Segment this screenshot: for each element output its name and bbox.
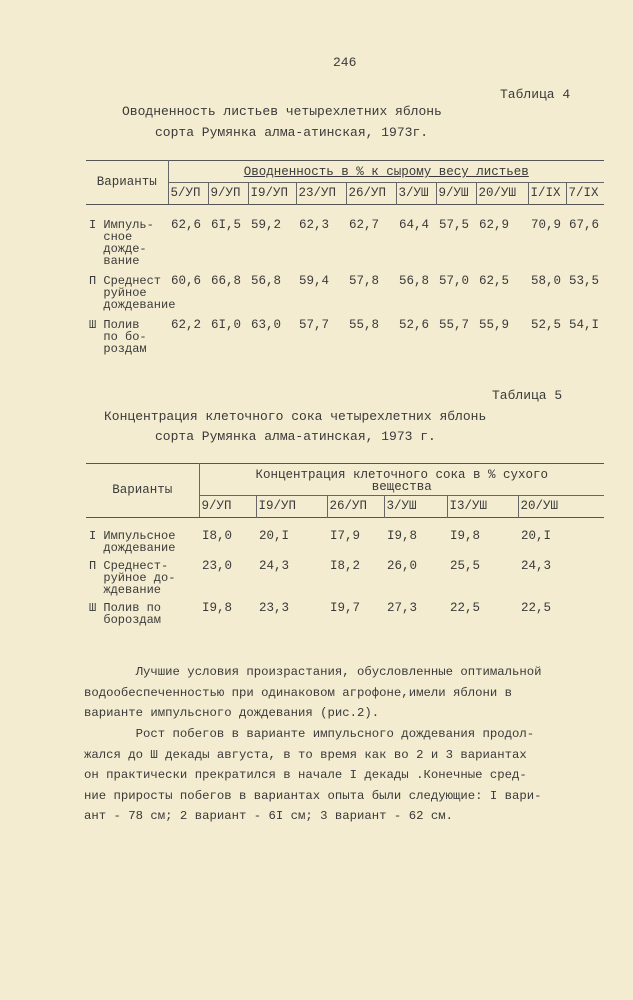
table-cell: 26,0 bbox=[387, 559, 418, 573]
column-header: I9/УП bbox=[256, 496, 327, 518]
table-cell: 64,4 bbox=[399, 218, 430, 232]
table-cell: 58,0 bbox=[531, 274, 562, 288]
variants-header: Варианты bbox=[86, 464, 199, 518]
table-row bbox=[86, 311, 604, 355]
column-header: 3/УШ bbox=[384, 496, 447, 518]
table-cell: 52,6 bbox=[399, 318, 430, 332]
table-cell: 55,8 bbox=[349, 318, 380, 332]
table-cell: 70,9 bbox=[531, 218, 562, 232]
group-header: Оводненность в % к сырому весу листьев bbox=[168, 161, 604, 183]
table-cell: 62,5 bbox=[479, 274, 510, 288]
table-row bbox=[86, 554, 604, 596]
table-cell: 62,9 bbox=[479, 218, 510, 232]
variant-name: П Среднест- руйное до- ждевание bbox=[89, 559, 176, 597]
table-cell: 62,6 bbox=[171, 218, 202, 232]
table4 bbox=[86, 160, 604, 355]
table-cell: 54,I bbox=[569, 318, 600, 332]
table-cell: 20,I bbox=[521, 529, 552, 543]
column-header: 26/УП bbox=[346, 183, 396, 205]
table4-title-line1: Оводненность листьев четырехлетних яблонь bbox=[122, 104, 442, 119]
table-cell: 62,2 bbox=[171, 318, 202, 332]
table-cell: 53,5 bbox=[569, 274, 600, 288]
table-cell: 57,0 bbox=[439, 274, 470, 288]
table-cell: 52,5 bbox=[531, 318, 562, 332]
table-cell: I9,8 bbox=[387, 529, 418, 543]
column-header: 3/УШ bbox=[396, 183, 436, 205]
table-cell: 66,8 bbox=[211, 274, 242, 288]
table-cell: 6I,0 bbox=[211, 318, 242, 332]
variant-name: I Импульсное дождевание bbox=[89, 529, 176, 555]
variant-name: I Импуль- сное дожде- вание bbox=[89, 218, 154, 268]
table-row bbox=[86, 267, 604, 311]
table-cell: 22,5 bbox=[521, 601, 552, 615]
table-cell: 6I,5 bbox=[211, 218, 242, 232]
column-header: 20/УШ bbox=[476, 183, 528, 205]
table-cell: 27,3 bbox=[387, 601, 418, 615]
table-cell: 23,0 bbox=[202, 559, 233, 573]
table-cell: 22,5 bbox=[450, 601, 481, 615]
column-header: 9/УШ bbox=[436, 183, 476, 205]
table-cell: I7,9 bbox=[330, 529, 361, 543]
table-cell: 24,3 bbox=[521, 559, 552, 573]
table-cell: 59,4 bbox=[299, 274, 330, 288]
paragraph-1: Лучшие условия произрастания, обусловленные оптимальной водообеспеченностью при одинаковом агрофоне,имели яблони в варианте импульсного дождевания (рис.2). bbox=[84, 665, 542, 720]
column-header: I/IX bbox=[528, 183, 566, 205]
table-cell: 57,7 bbox=[299, 318, 330, 332]
table4-label: Таблица 4 bbox=[500, 87, 571, 102]
table-cell: 59,2 bbox=[251, 218, 282, 232]
table5-title-line1: Концентрация клеточного сока четырехлетних яблонь bbox=[104, 409, 487, 424]
variant-name: П Среднест руйное дождевание bbox=[89, 274, 176, 312]
table-cell: 60,6 bbox=[171, 274, 202, 288]
table-cell: 55,9 bbox=[479, 318, 510, 332]
column-header: I9/УП bbox=[248, 183, 296, 205]
group-header: Концентрация клеточного сока в % сухого вещества bbox=[199, 464, 604, 496]
table-cell: 62,7 bbox=[349, 218, 380, 232]
table-cell: 55,7 bbox=[439, 318, 470, 332]
column-header: 9/УП bbox=[208, 183, 248, 205]
table-row bbox=[86, 596, 604, 626]
table-cell: 20,I bbox=[259, 529, 290, 543]
table-cell: 67,6 bbox=[569, 218, 600, 232]
table5 bbox=[86, 463, 604, 626]
page-number: 246 bbox=[333, 55, 357, 70]
table-cell: 57,5 bbox=[439, 218, 470, 232]
table-row bbox=[86, 205, 604, 268]
table-cell: 63,0 bbox=[251, 318, 282, 332]
table-cell: 25,5 bbox=[450, 559, 481, 573]
table-row bbox=[86, 518, 604, 555]
table-cell: 56,8 bbox=[251, 274, 282, 288]
table-cell: 62,3 bbox=[299, 218, 330, 232]
column-header: 26/УП bbox=[327, 496, 384, 518]
table-cell: 56,8 bbox=[399, 274, 430, 288]
table5-label: Таблица 5 bbox=[492, 388, 563, 403]
column-header: 23/УП bbox=[296, 183, 346, 205]
variants-header: Варианты bbox=[86, 161, 168, 205]
table-cell: 24,3 bbox=[259, 559, 290, 573]
table-cell: 57,8 bbox=[349, 274, 380, 288]
paragraph-2: Рост побегов в варианте импульсного дождевания продол- жался до Ш декады августа, в то время как во 2 и 3 вариантах он практически прекратился в начале I декады .Конечные сред- ние приросты побегов в вариантах опыта были следующие: I вари- ант - 78 см; 2 вариант - 6I см; 3 вариант - 62 см. bbox=[84, 727, 542, 823]
table-cell: I8,0 bbox=[202, 529, 233, 543]
table-cell: I8,2 bbox=[330, 559, 361, 573]
variant-name: Ш Полив по бо- роздам bbox=[89, 318, 147, 356]
table-cell: I9,7 bbox=[330, 601, 361, 615]
column-header: 5/УП bbox=[168, 183, 208, 205]
table-cell: I9,8 bbox=[450, 529, 481, 543]
table-cell: I9,8 bbox=[202, 601, 233, 615]
column-header: 9/УП bbox=[199, 496, 256, 518]
column-header: 7/IX bbox=[566, 183, 604, 205]
table-cell: 23,3 bbox=[259, 601, 290, 615]
column-header: 20/УШ bbox=[518, 496, 604, 518]
variant-name: Ш Полив по бороздам bbox=[89, 601, 162, 627]
column-header: I3/УШ bbox=[447, 496, 518, 518]
table4-title-line2: сорта Румянка алма-атинская, 1973г. bbox=[155, 125, 429, 140]
table5-title-line2: сорта Румянка алма-атинская, 1973 г. bbox=[155, 429, 436, 444]
